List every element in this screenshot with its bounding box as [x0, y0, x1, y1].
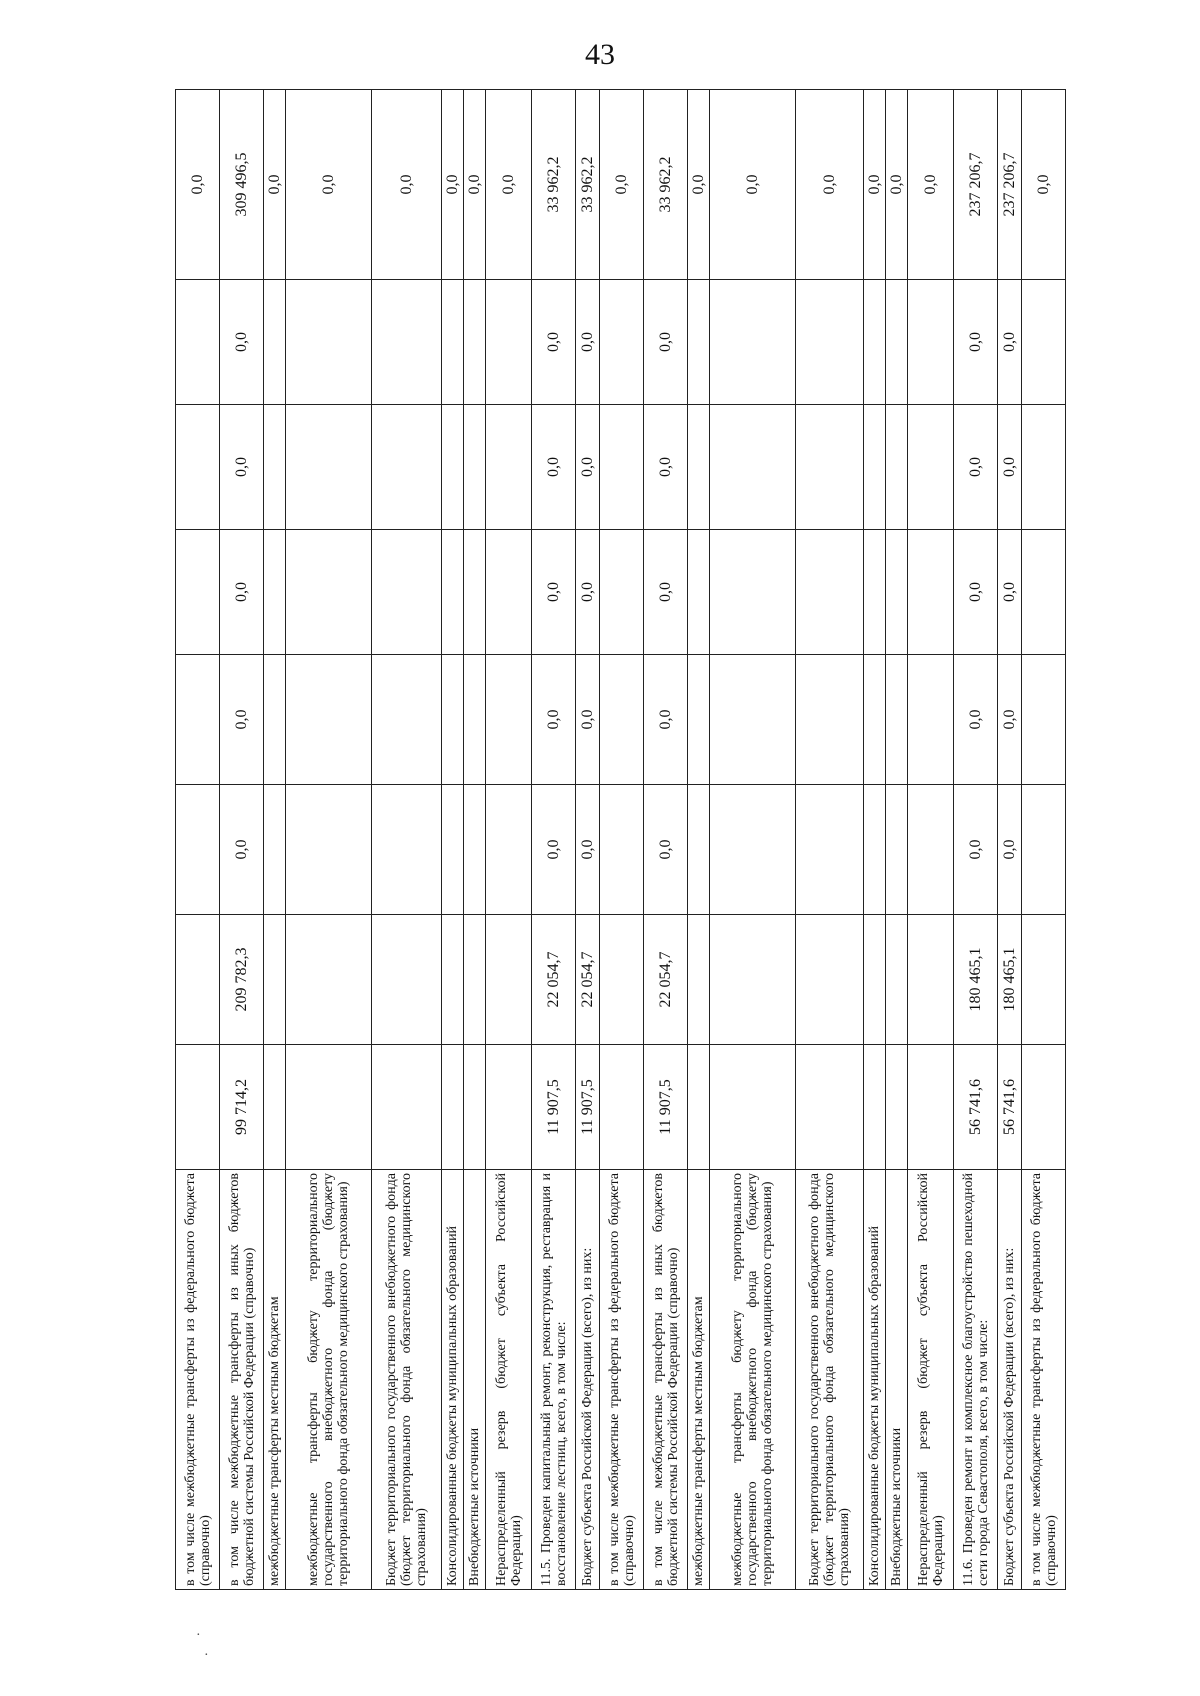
row-label: Бюджет территориального государственного внебюджетного фонда (бюджет территориального фонда обязательного медицинского страхования)	[372, 1170, 442, 1590]
value-cell: 33 962,2	[532, 90, 576, 280]
value-cell: 0,0	[644, 785, 688, 915]
value-cell	[486, 405, 532, 530]
value-cell	[442, 405, 464, 530]
value-cell	[908, 530, 954, 655]
value-cell	[908, 405, 954, 530]
value-cell: 56 741,6	[998, 1045, 1022, 1170]
value-cell	[796, 915, 864, 1045]
row-label: 11.5. Проведен капитальный ремонт, реконструкция, реставрация и восстановление лестниц, всего, в том числе:	[532, 1170, 576, 1590]
value-cell	[176, 785, 220, 915]
value-cell: 0,0	[908, 90, 954, 280]
value-cell: 0,0	[220, 280, 264, 405]
table-row	[442, 90, 464, 1590]
table-row	[372, 90, 442, 1590]
page-number: 43	[585, 38, 615, 71]
value-cell: 180 465,1	[954, 915, 998, 1045]
row-label: Бюджет территориального государственного внебюджетного фонда (бюджет территориального фонда обязательного медицинского страхования)	[796, 1170, 864, 1590]
value-cell: 0,0	[954, 280, 998, 405]
row-label: в том числе межбюджетные трансферты из федерального бюджета (справочно)	[1022, 1170, 1066, 1590]
row-label: Нераспределенный резерв (бюджет субъекта Российской Федерации)	[486, 1170, 532, 1590]
value-cell: 0,0	[220, 530, 264, 655]
value-cell: 0,0	[644, 280, 688, 405]
table-row	[908, 90, 954, 1590]
table-row	[464, 90, 486, 1590]
value-cell	[286, 280, 372, 405]
table-row	[264, 90, 286, 1590]
value-cell	[1022, 530, 1066, 655]
value-cell	[908, 655, 954, 785]
row-label: Консолидированные бюджеты муниципальных образований	[442, 1170, 464, 1590]
row-label: межбюджетные трансферты бюджету территориального государственного внебюджетного фонда (бюджету территориального фонда обязательного медицинского страхования)	[710, 1170, 796, 1590]
row-label: Внебюджетные источники	[886, 1170, 908, 1590]
value-cell	[886, 530, 908, 655]
value-cell	[886, 280, 908, 405]
value-cell	[176, 1045, 220, 1170]
value-cell: 99 714,2	[220, 1045, 264, 1170]
value-cell: 0,0	[998, 405, 1022, 530]
value-cell	[864, 1045, 886, 1170]
value-cell	[1022, 1045, 1066, 1170]
value-cell: 0,0	[886, 90, 908, 280]
value-cell	[864, 280, 886, 405]
value-cell: 0,0	[998, 530, 1022, 655]
value-cell	[372, 530, 442, 655]
value-cell	[264, 530, 286, 655]
value-cell	[908, 280, 954, 405]
value-cell	[464, 405, 486, 530]
value-cell	[264, 280, 286, 405]
value-cell	[864, 405, 886, 530]
value-cell	[442, 1045, 464, 1170]
value-cell	[486, 915, 532, 1045]
value-cell: 0,0	[532, 785, 576, 915]
value-cell	[600, 1045, 644, 1170]
value-cell	[1022, 915, 1066, 1045]
value-cell	[710, 785, 796, 915]
value-cell: 0,0	[1022, 90, 1066, 280]
value-cell: 0,0	[576, 655, 600, 785]
row-label: межбюджетные трансферты местным бюджетам	[688, 1170, 710, 1590]
value-cell: 0,0	[576, 405, 600, 530]
value-cell	[286, 915, 372, 1045]
table-row	[644, 90, 688, 1590]
value-cell	[710, 530, 796, 655]
value-cell	[600, 530, 644, 655]
row-label: Нераспределенный резерв (бюджет субъекта Российской Федерации)	[908, 1170, 954, 1590]
value-cell	[864, 530, 886, 655]
table-row	[864, 90, 886, 1590]
value-cell: 0,0	[954, 785, 998, 915]
table-body	[176, 90, 1066, 1590]
value-cell: 0,0	[176, 90, 220, 280]
value-cell: 237 206,7	[998, 90, 1022, 280]
value-cell	[710, 1045, 796, 1170]
table-row	[998, 90, 1022, 1590]
value-cell	[688, 785, 710, 915]
value-cell	[286, 785, 372, 915]
row-label: в том числе межбюджетные трансферты из иных бюджетов бюджетной системы Российской Федерации (справочно)	[644, 1170, 688, 1590]
scan-mark: ·	[204, 1648, 209, 1663]
value-cell	[264, 1045, 286, 1170]
table-row	[954, 90, 998, 1590]
value-cell: 0,0	[954, 405, 998, 530]
budget-table	[175, 89, 1066, 1590]
value-cell: 22 054,7	[576, 915, 600, 1045]
value-cell: 0,0	[998, 785, 1022, 915]
value-cell: 0,0	[286, 90, 372, 280]
value-cell	[864, 785, 886, 915]
row-label: межбюджетные трансферты бюджету территориального государственного внебюджетного фонда (бюджету территориального фонда обязательного медицинского страхования)	[286, 1170, 372, 1590]
value-cell: 237 206,7	[954, 90, 998, 280]
value-cell	[600, 280, 644, 405]
value-cell	[1022, 405, 1066, 530]
value-cell	[286, 405, 372, 530]
value-cell: 33 962,2	[644, 90, 688, 280]
value-cell: 0,0	[796, 90, 864, 280]
value-cell	[710, 655, 796, 785]
value-cell	[372, 1045, 442, 1170]
value-cell	[864, 655, 886, 785]
table-row	[710, 90, 796, 1590]
row-label: Бюджет субъекта Российской Федерации (всего), из них:	[998, 1170, 1022, 1590]
value-cell	[486, 655, 532, 785]
value-cell: 0,0	[220, 405, 264, 530]
value-cell	[286, 530, 372, 655]
value-cell: 0,0	[532, 280, 576, 405]
value-cell	[442, 655, 464, 785]
table-row	[532, 90, 576, 1590]
row-label: Бюджет субъекта Российской Федерации (всего), из них:	[576, 1170, 600, 1590]
table-row	[796, 90, 864, 1590]
value-cell: 0,0	[486, 90, 532, 280]
table-row	[286, 90, 372, 1590]
row-label: 11.6. Проведен ремонт и комплексное благоустройство пешеходной сети города Севастополя, всего, в том числе:	[954, 1170, 998, 1590]
value-cell: 0,0	[998, 280, 1022, 405]
value-cell	[1022, 280, 1066, 405]
value-cell	[710, 405, 796, 530]
value-cell: 0,0	[220, 785, 264, 915]
value-cell	[796, 405, 864, 530]
value-cell: 0,0	[954, 530, 998, 655]
value-cell	[176, 915, 220, 1045]
value-cell: 180 465,1	[998, 915, 1022, 1045]
value-cell	[464, 655, 486, 785]
value-cell: 0,0	[576, 785, 600, 915]
value-cell	[264, 915, 286, 1045]
value-cell	[176, 280, 220, 405]
value-cell: 0,0	[600, 90, 644, 280]
value-cell	[908, 915, 954, 1045]
value-cell	[264, 655, 286, 785]
value-cell: 0,0	[372, 90, 442, 280]
value-cell: 0,0	[644, 655, 688, 785]
value-cell	[486, 530, 532, 655]
table-row	[1022, 90, 1066, 1590]
value-cell	[176, 655, 220, 785]
row-label: межбюджетные трансферты местным бюджетам	[264, 1170, 286, 1590]
value-cell: 0,0	[532, 530, 576, 655]
value-cell	[372, 280, 442, 405]
value-cell: 309 496,5	[220, 90, 264, 280]
value-cell: 0,0	[532, 405, 576, 530]
value-cell	[464, 1045, 486, 1170]
value-cell	[710, 915, 796, 1045]
value-cell	[372, 655, 442, 785]
value-cell	[688, 915, 710, 1045]
value-cell	[442, 915, 464, 1045]
row-label: в том числе межбюджетные трансферты из иных бюджетов бюджетной системы Российской Федерации (справочно)	[220, 1170, 264, 1590]
value-cell	[688, 280, 710, 405]
value-cell	[710, 280, 796, 405]
value-cell	[1022, 785, 1066, 915]
value-cell	[796, 655, 864, 785]
value-cell: 0,0	[644, 530, 688, 655]
value-cell	[372, 915, 442, 1045]
row-label: в том числе межбюджетные трансферты из федерального бюджета (справочно)	[600, 1170, 644, 1590]
value-cell	[264, 405, 286, 530]
value-cell	[886, 1045, 908, 1170]
value-cell	[886, 785, 908, 915]
value-cell	[600, 405, 644, 530]
value-cell	[600, 915, 644, 1045]
table-row	[688, 90, 710, 1590]
value-cell	[908, 1045, 954, 1170]
value-cell	[600, 785, 644, 915]
value-cell	[796, 530, 864, 655]
table-frame	[175, 90, 1165, 1590]
value-cell	[372, 785, 442, 915]
value-cell: 56 741,6	[954, 1045, 998, 1170]
value-cell: 0,0	[576, 530, 600, 655]
value-cell: 0,0	[644, 405, 688, 530]
value-cell	[264, 785, 286, 915]
value-cell: 33 962,2	[576, 90, 600, 280]
row-label: Консолидированные бюджеты муниципальных образований	[864, 1170, 886, 1590]
value-cell	[1022, 655, 1066, 785]
value-cell	[886, 655, 908, 785]
value-cell: 0,0	[688, 90, 710, 280]
row-label: в том числе межбюджетные трансферты из федерального бюджета (справочно)	[176, 1170, 220, 1590]
value-cell	[486, 785, 532, 915]
value-cell: 11 907,5	[644, 1045, 688, 1170]
value-cell: 11 907,5	[532, 1045, 576, 1170]
value-cell	[688, 1045, 710, 1170]
value-cell	[886, 915, 908, 1045]
value-cell	[372, 405, 442, 530]
value-cell: 0,0	[998, 655, 1022, 785]
value-cell: 209 782,3	[220, 915, 264, 1045]
value-cell	[486, 1045, 532, 1170]
row-label: Внебюджетные источники	[464, 1170, 486, 1590]
value-cell	[688, 655, 710, 785]
value-cell: 22 054,7	[532, 915, 576, 1045]
value-cell	[464, 785, 486, 915]
table-row	[600, 90, 644, 1590]
table-row	[486, 90, 532, 1590]
scan-mark: ·	[196, 1628, 201, 1643]
value-cell	[442, 530, 464, 655]
value-cell	[796, 785, 864, 915]
value-cell: 0,0	[954, 655, 998, 785]
value-cell: 0,0	[576, 280, 600, 405]
value-cell	[286, 655, 372, 785]
rotated-table-container	[175, 90, 1165, 1590]
value-cell	[908, 785, 954, 915]
value-cell	[600, 655, 644, 785]
value-cell: 0,0	[710, 90, 796, 280]
table-row	[886, 90, 908, 1590]
value-cell	[796, 280, 864, 405]
value-cell: 0,0	[220, 655, 264, 785]
value-cell: 22 054,7	[644, 915, 688, 1045]
value-cell	[486, 280, 532, 405]
table-row	[576, 90, 600, 1590]
value-cell	[442, 280, 464, 405]
value-cell	[442, 785, 464, 915]
value-cell	[176, 405, 220, 530]
table-row	[176, 90, 220, 1590]
value-cell: 0,0	[864, 90, 886, 280]
value-cell	[886, 405, 908, 530]
value-cell	[176, 530, 220, 655]
value-cell	[688, 405, 710, 530]
value-cell	[286, 1045, 372, 1170]
value-cell	[864, 915, 886, 1045]
value-cell: 0,0	[532, 655, 576, 785]
value-cell	[796, 1045, 864, 1170]
value-cell: 0,0	[442, 90, 464, 280]
value-cell: 0,0	[264, 90, 286, 280]
value-cell: 11 907,5	[576, 1045, 600, 1170]
value-cell: 0,0	[464, 90, 486, 280]
value-cell	[688, 530, 710, 655]
value-cell	[464, 530, 486, 655]
table-row	[220, 90, 264, 1590]
value-cell	[464, 915, 486, 1045]
value-cell	[464, 280, 486, 405]
